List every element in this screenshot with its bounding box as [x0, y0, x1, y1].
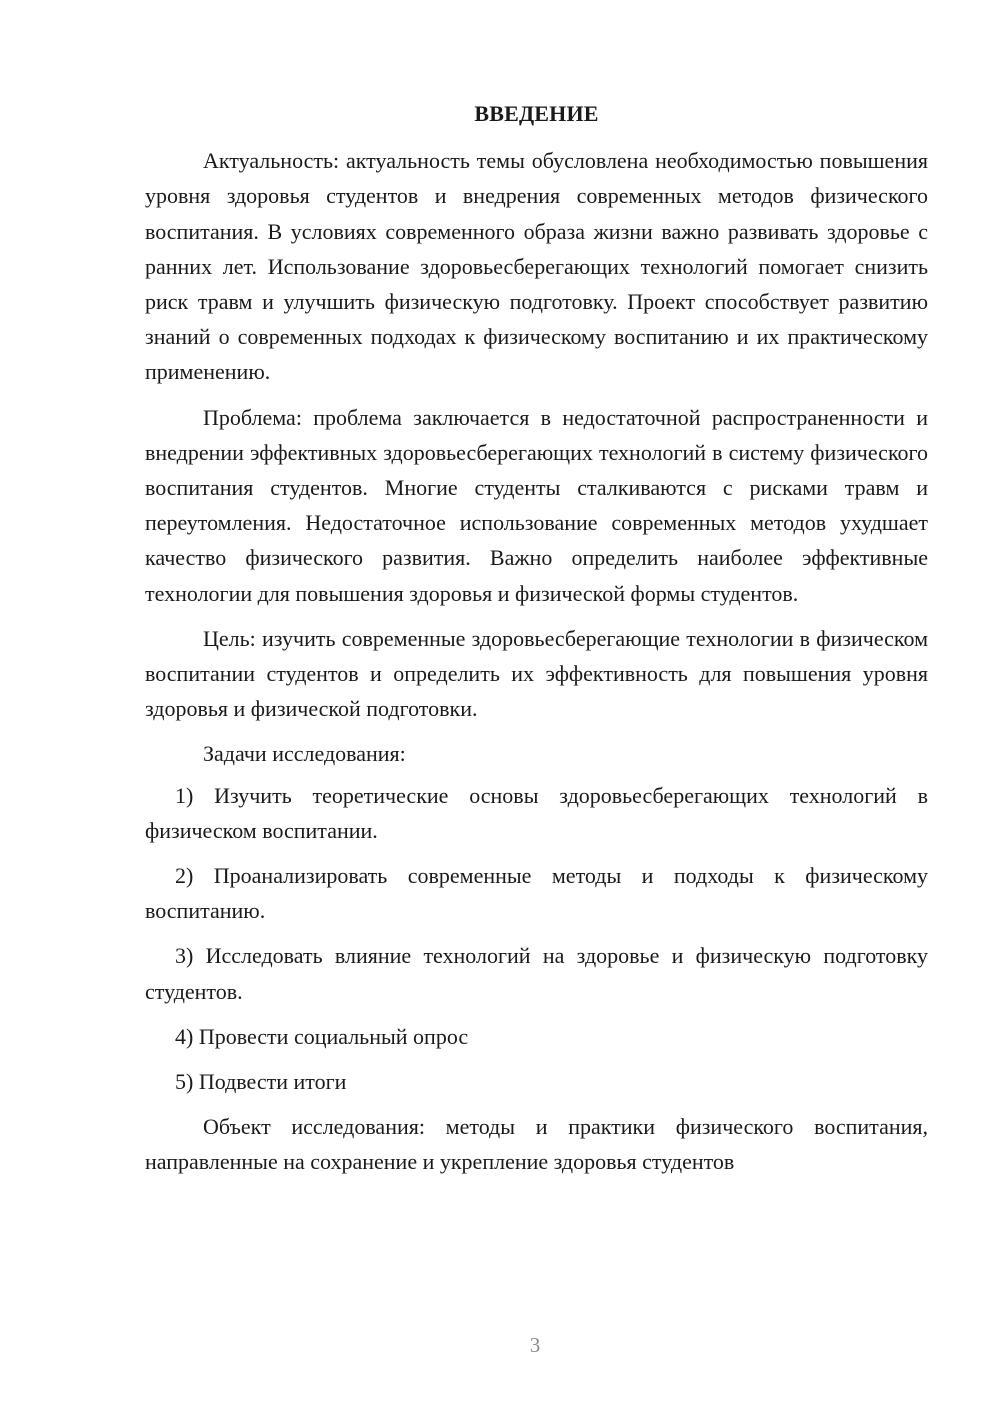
task-item: 3) Исследовать влияние технологий на здоровье и физическую подготовку студентов.	[145, 943, 928, 1004]
problem-paragraph: Проблема: проблема заключается в недостаточной распространенности и внедрении эффективных здоровьесберегающих технологий в систему физического воспитания студентов. Многие студенты сталкиваются с рисками травм и переутомления. Недостаточное использование современных методов ухудшает качество физического развития. Важно определить наиболее эффективные технологии для повышения здоровья и физической формы студентов.	[145, 404, 928, 606]
task-item: 1) Изучить теоретические основы здоровьесберегающих технологий в физическом воспитании.	[145, 782, 928, 843]
page-number: 3	[529, 1333, 541, 1357]
tasks-list	[145, 778, 928, 1100]
task-item: 2) Проанализировать современные методы и подходы к физическому воспитанию.	[145, 863, 928, 924]
task-item: 4) Провести социальный опрос	[175, 1023, 469, 1049]
section-heading: ВВЕДЕНИЕ	[474, 101, 599, 126]
page-content	[145, 96, 928, 1190]
goal-paragraph: Цель: изучить современные здоровьесберегающие технологии в физическом воспитании студентов и определить их эффективность для повышения уровня здоровья и физической подготовки.	[145, 625, 928, 722]
object-paragraph: Объект исследования: методы и практики физического воспитания, направленные на сохранение и укрепление здоровья студентов	[145, 1114, 928, 1175]
tasks-intro: Задачи исследования:	[203, 741, 406, 767]
task-item: 5) Подвести итоги	[175, 1069, 347, 1095]
relevance-paragraph: Актуальность: актуальность темы обусловлена необходимостью повышения уровня здоровья студентов и внедрения современных методов физического воспитания. В условиях современного образа жизни важно развивать здоровье с ранних лет. Использование здоровьесберегающих технологий помогает снизить риск травм и улучшить физическую подготовку. Проект способствует развитию знаний о современных подходах к физическому воспитанию и их практическому применению.	[145, 148, 928, 385]
